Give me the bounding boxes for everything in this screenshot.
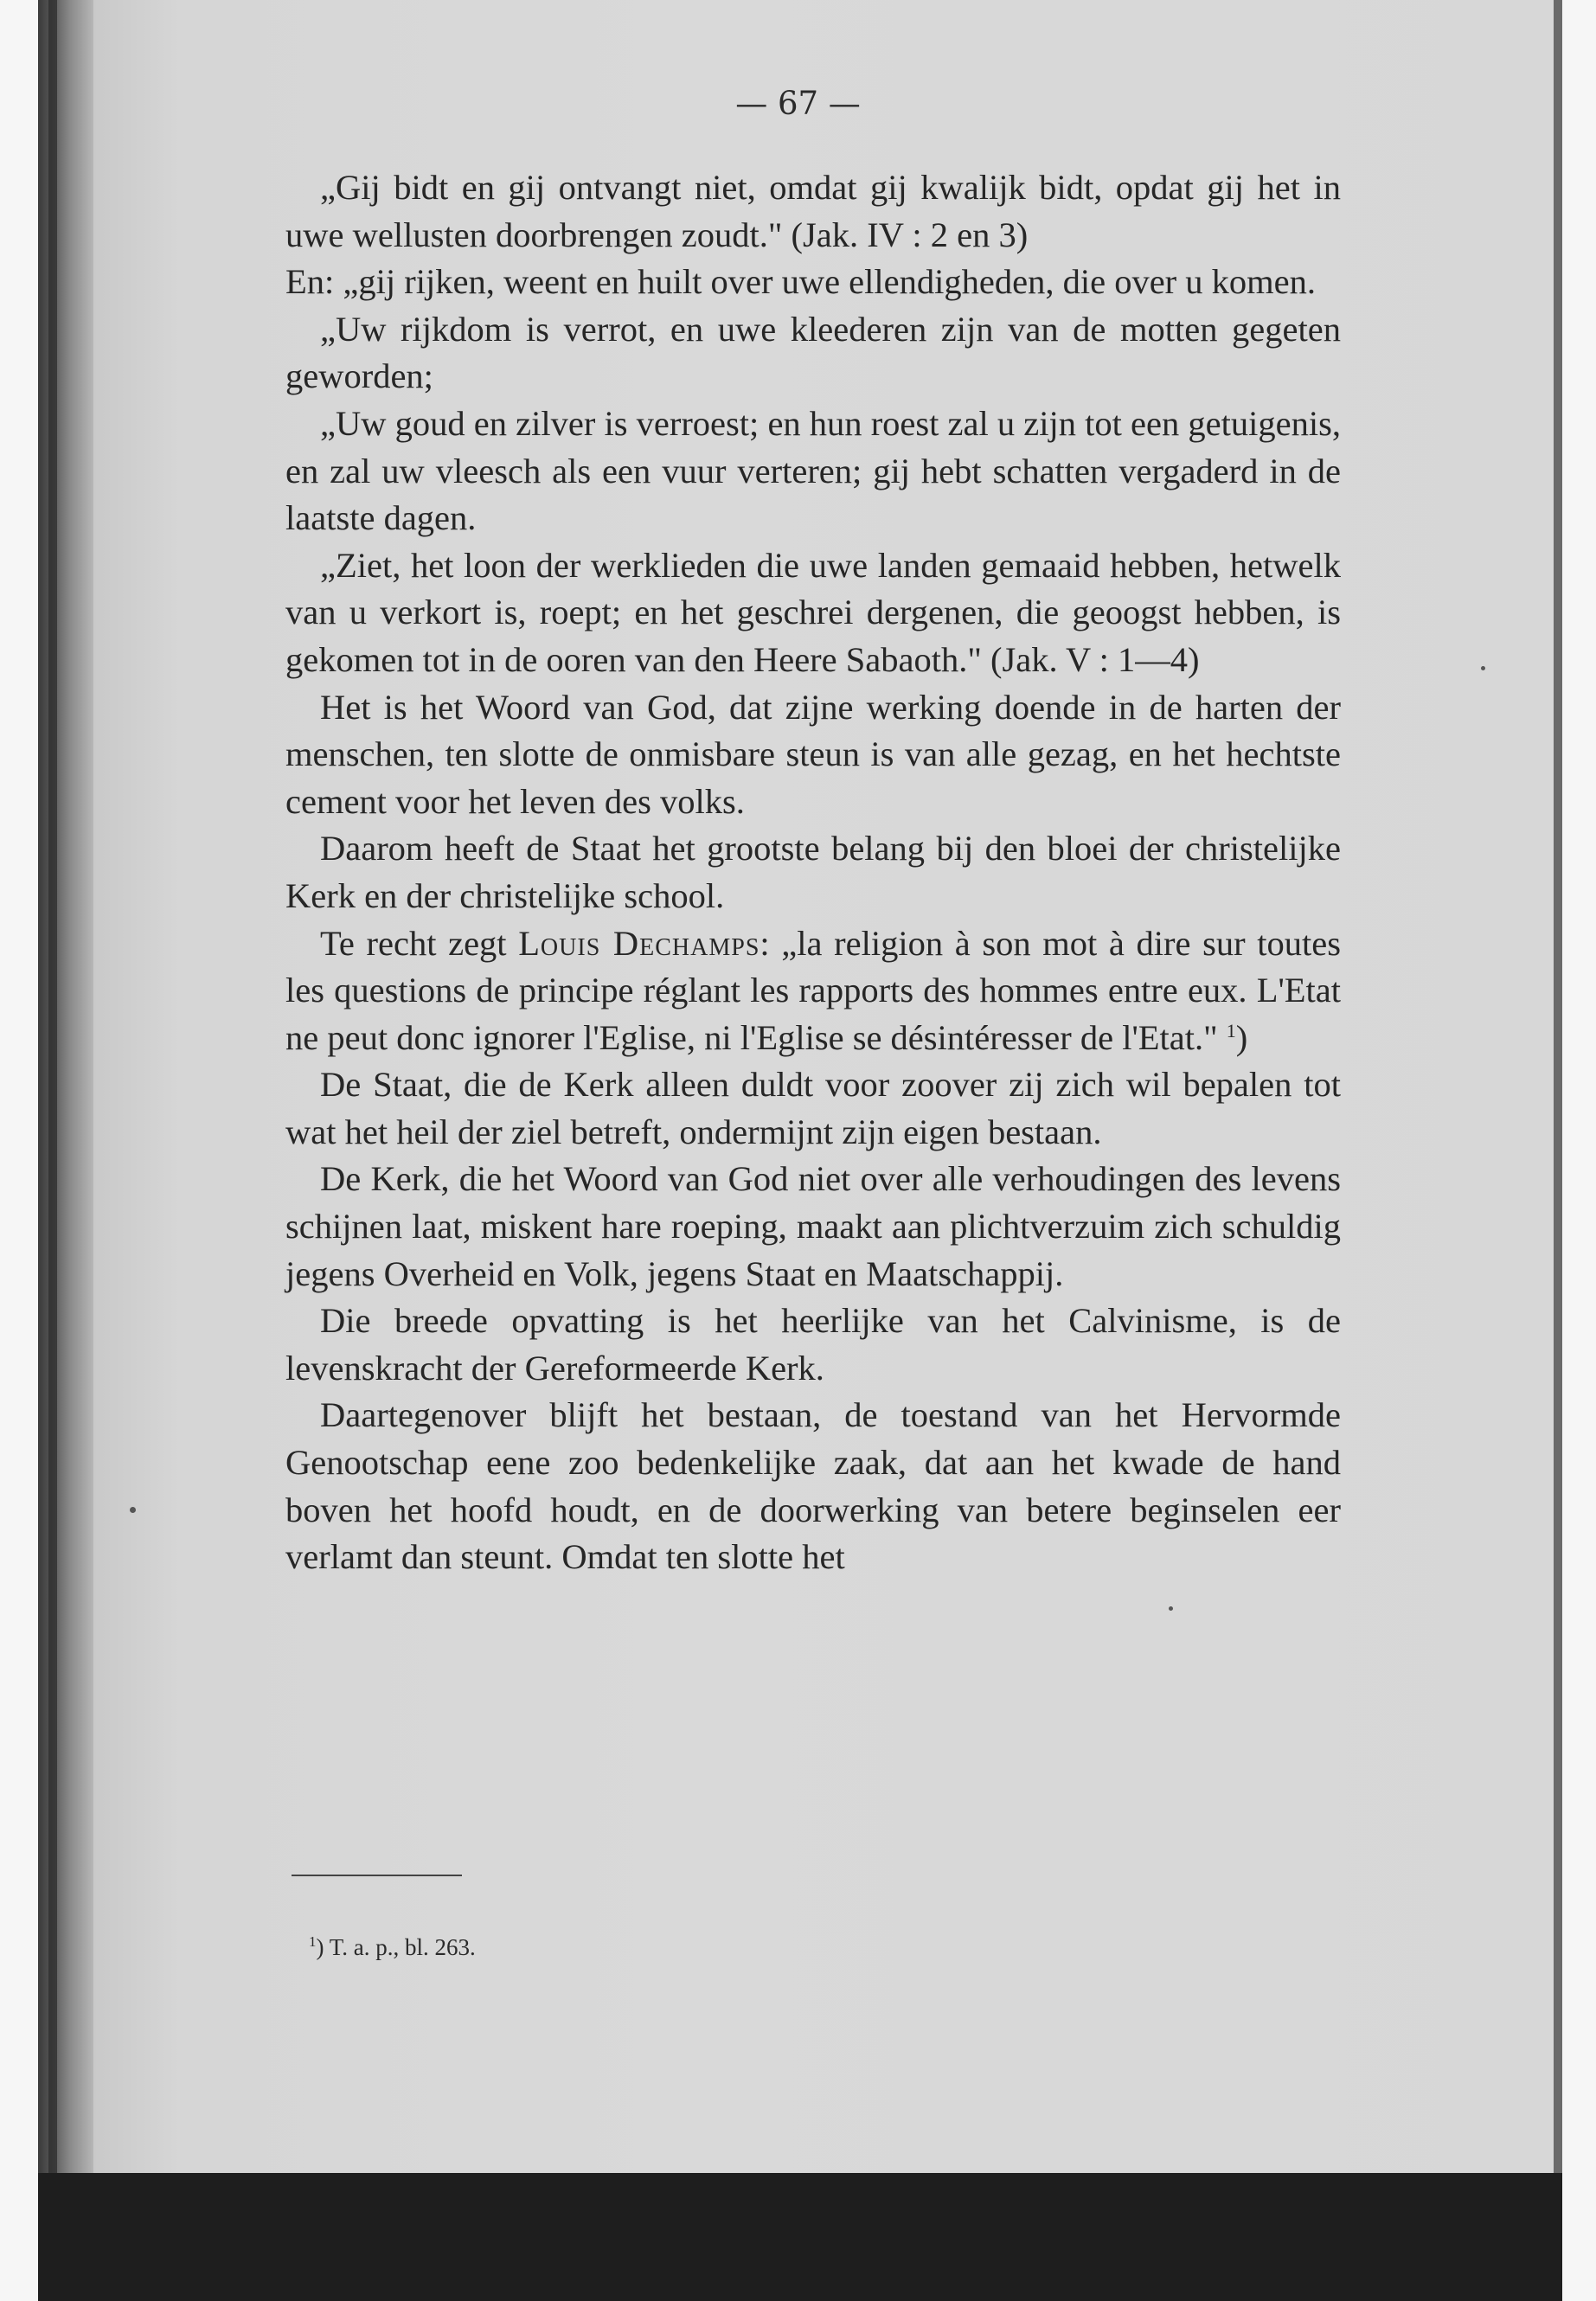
paragraph: De Staat, die de Kerk alleen duldt voor zoover zij zich wil bepalen tot wat het heil der ziel betreft, ondermijnt zijn eigen bestaan.: [285, 1065, 1341, 1151]
paragraph: En: „gij rijken, weent en huilt over uwe ellendigheden, die over u komen.: [285, 262, 1317, 302]
footnote-mark-close: ): [316, 1934, 324, 1960]
paragraph: „Uw goud en zilver is verroest; en hun roest zal u zijn tot een getuigenis, en zal uw vleesch als een vuur verteren; gij hebt schatten vergaderd in de laatste dagen.: [285, 403, 1341, 538]
scanner-bed: [38, 2173, 1562, 2301]
paragraph: „Gij bidt en gij ontvangt niet, omdat gij kwalijk bidt, opdat gij het in uwe wellusten doorbrengen zoudt." (Jak. IV : 2 en 3): [285, 168, 1341, 254]
paragraph: De Kerk, die het Woord van God niet over alle verhoudingen des levens schijnen laat, miskent hare roeping, maakt aan plichtverzuim zich schuldig jegens Overheid en Volk, jegens Staat en Maatschappij.: [285, 1159, 1341, 1293]
paragraph: „Ziet, het loon der werklieden die uwe landen gemaaid hebben, hetwelk van u verkort is, roept; en het geschrei dergenen, die geoogst hebben, is gekomen tot in de ooren van den Heere Sabaoth." (Jak. V : 1—4): [285, 545, 1341, 679]
page-number: — 67 —: [735, 85, 861, 122]
quoted-author: Louis Dechamps: [518, 923, 760, 963]
footnote: [309, 1934, 476, 1961]
paragraph-dechamps-quote: [285, 920, 1341, 1062]
dust-speck: [1481, 666, 1485, 670]
dust-speck: [130, 1507, 136, 1513]
quote-text: : „la religion à son mot à dire sur toutes les questions de principe réglant les rapports des hommes entre eux. L'Etat ne peut donc ignorer l'Eglise, ni l'Eglise se désintéresser de l'Etat.": [285, 923, 1341, 1057]
binding-shadow: [48, 0, 57, 2180]
footnote-separator: [292, 1875, 462, 1876]
footnote-mark: 1: [309, 1933, 317, 1950]
footnote-reference-close: ): [1235, 1017, 1248, 1057]
body-text: [285, 164, 1341, 1581]
footnote-reference: 1: [1226, 1019, 1236, 1042]
paragraph: Daartegenover blijft het bestaan, de toestand van het Hervormde Genootschap eene zoo bedenkelijke zaak, dat aan het kwade de hand boven het hoofd houdt, en de doorwerking van betere beginselen eer verlamt dan steunt. Omdat ten slotte het: [285, 1395, 1341, 1577]
paragraph: „Uw rijkdom is verrot, en uwe kleederen zijn van de motten gegeten geworden;: [285, 309, 1341, 396]
paragraph: Daarom heeft de Staat het grootste belang bij den bloei der christelijke Kerk en der christelijke school.: [285, 829, 1341, 915]
page-right-edge: [1554, 0, 1562, 2173]
footnote-text: T. a. p., bl. 263.: [324, 1934, 476, 1960]
quote-intro: Te recht zegt: [320, 923, 519, 963]
dust-speck: [1169, 1606, 1173, 1611]
paragraph: Het is het Woord van God, dat zijne werking doende in de harten der menschen, ten slotte de onmisbare steun is van alle gezag, en het hechtste cement voor het leven des volks.: [285, 687, 1341, 821]
paragraph: Die breede opvatting is het heerlijke van het Calvinisme, is de levenskracht der Gereformeerde Kerk.: [285, 1301, 1341, 1388]
